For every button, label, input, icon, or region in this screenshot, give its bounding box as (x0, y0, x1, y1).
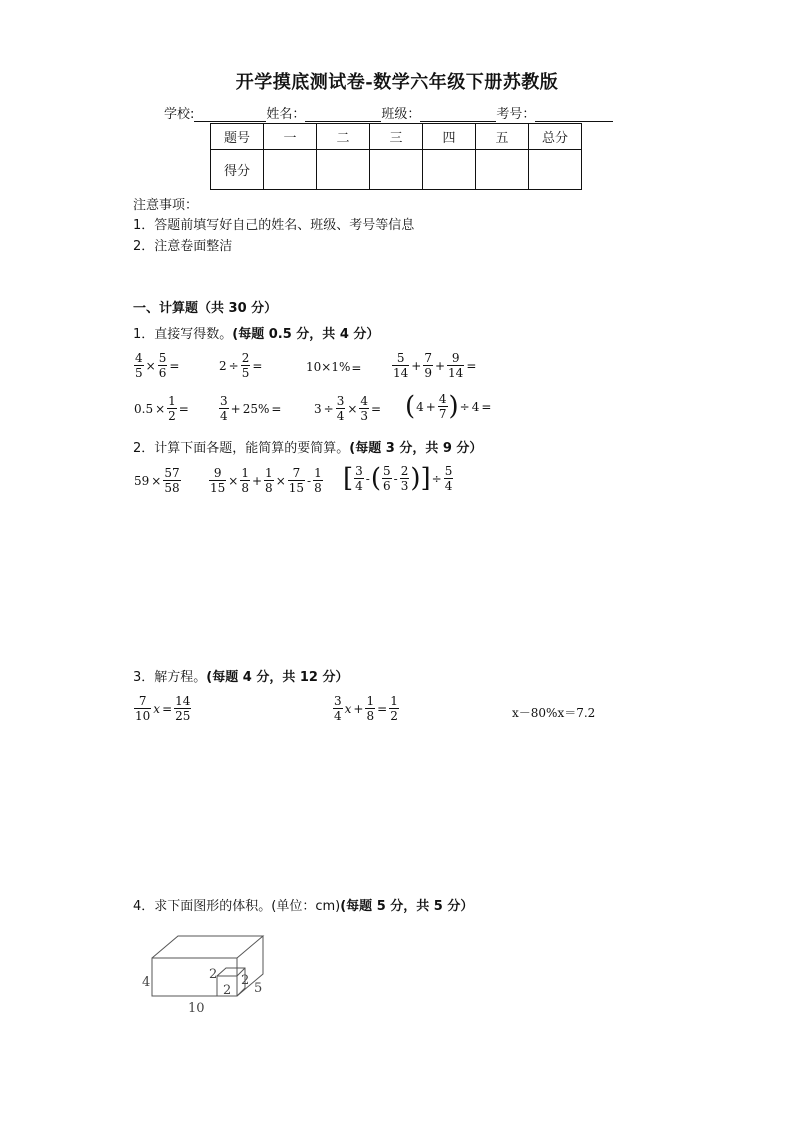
score-cell[interactable] (264, 150, 317, 190)
q1-item-d: $\frac{5}{14}$ + $\frac{7}{9}$ + $\frac{9}{14}$ = (393, 351, 477, 380)
score-table-header: 总分 (529, 124, 582, 150)
question-label: 3．解方程。 (133, 670, 207, 685)
score-cell[interactable] (317, 150, 370, 190)
q1-item-e: 0.5 × $\frac{1}{2}$ = (134, 394, 189, 423)
question-label: 2．计算下面各题，能简算的要简算。 (133, 441, 350, 456)
score-table-header: 五 (476, 124, 529, 150)
name-label: 姓名： (266, 107, 306, 122)
name-blank[interactable] (305, 107, 381, 122)
question-2-heading (133, 437, 482, 456)
q1-item-a: $\frac{4}{5}$ × $\frac{5}{6}$ = (135, 351, 180, 380)
question-score: (每题 5 分，共 5 分） (340, 899, 474, 914)
exam-number-blank[interactable] (535, 107, 613, 122)
score-cell[interactable] (423, 150, 476, 190)
dim-cut-height-label: 2 (209, 967, 218, 982)
class-blank[interactable] (420, 107, 496, 122)
score-cell[interactable] (529, 150, 582, 190)
page-title: 开学摸底测试卷-数学六年级下册苏教版 (235, 72, 559, 93)
q1-item-c: 10×1%= (306, 360, 362, 375)
score-table-header: 三 (370, 124, 423, 150)
q2-item-a: 59 × $\frac{57}{58}$ (134, 466, 180, 495)
exam-number-label: 考号： (496, 107, 536, 122)
q1-item-b: 2 ÷ $\frac{2}{5}$ = (219, 351, 263, 380)
q2-item-b: $\frac{9}{15}$ × $\frac{1}{8}$ + $\frac{1}{8}$ × $\frac{7}{15}$ - $\frac{1}{8}$ (210, 466, 322, 495)
student-info-line (164, 103, 613, 122)
dim-length-label: 10 (188, 1001, 205, 1016)
top-face (152, 936, 263, 958)
q3-equation-a: $\frac{7}{10}$ x = $\frac{14}{25}$ (135, 694, 191, 723)
q3-equation-b: $\frac{3}{4}$ x + $\frac{1}{8}$ = $\frac{1}{2}$ (334, 694, 398, 723)
q1-item-h: (4 + $\frac{4}{7}$ )÷ 4 = (405, 391, 492, 422)
question-score: (每题 4 分，共 12 分） (206, 670, 349, 685)
q2-item-c: [ $\frac{3}{4}$ -( $\frac{5}{6}$ - $\frac{2}{3}$ )]÷ $\frac{5}{4}$ (343, 463, 453, 494)
score-table-header: 二 (317, 124, 370, 150)
solid-figure (130, 928, 280, 1020)
dim-width-label: 5 (254, 981, 263, 996)
school-blank[interactable] (194, 107, 266, 122)
dim-height-label: 4 (142, 975, 151, 990)
question-score: (每题 3 分，共 9 分） (349, 441, 483, 456)
q3-equation-c: x－80%x＝7.2 (512, 706, 596, 720)
dim-cut-width-label: 2 (241, 973, 250, 988)
class-label: 班级： (381, 107, 421, 122)
score-table-header: 一 (264, 124, 317, 150)
score-table-header: 四 (423, 124, 476, 150)
score-table (210, 123, 582, 190)
score-row-label: 得分 (211, 150, 264, 190)
score-table-header: 题号 (211, 124, 264, 150)
q1-item-f: $\frac{3}{4}$ + 25% = (220, 394, 282, 423)
section-title: 一、计算题（共 30 分） (133, 301, 278, 316)
dim-cut-length-label: 2 (223, 983, 232, 998)
question-label: 1．直接写得数。 (133, 327, 233, 342)
notes-item: 2．注意卷面整洁 (133, 239, 233, 254)
score-cell[interactable] (370, 150, 423, 190)
question-1-heading (133, 323, 379, 342)
school-label: 学校: (164, 107, 195, 122)
notes-heading: 注意事项： (133, 198, 199, 213)
notes-item: 1．答题前填写好自己的姓名、班级、考号等信息 (133, 218, 415, 233)
question-3-heading (133, 666, 348, 685)
q1-item-g: 3 ÷ $\frac{3}{4}$ × $\frac{4}{3}$ = (314, 394, 382, 423)
score-cell[interactable] (476, 150, 529, 190)
question-4-heading (133, 895, 473, 914)
question-label: 4．求下面图形的体积。(单位：cm) (133, 899, 341, 914)
question-score: (每题 0.5 分，共 4 分） (232, 327, 380, 342)
